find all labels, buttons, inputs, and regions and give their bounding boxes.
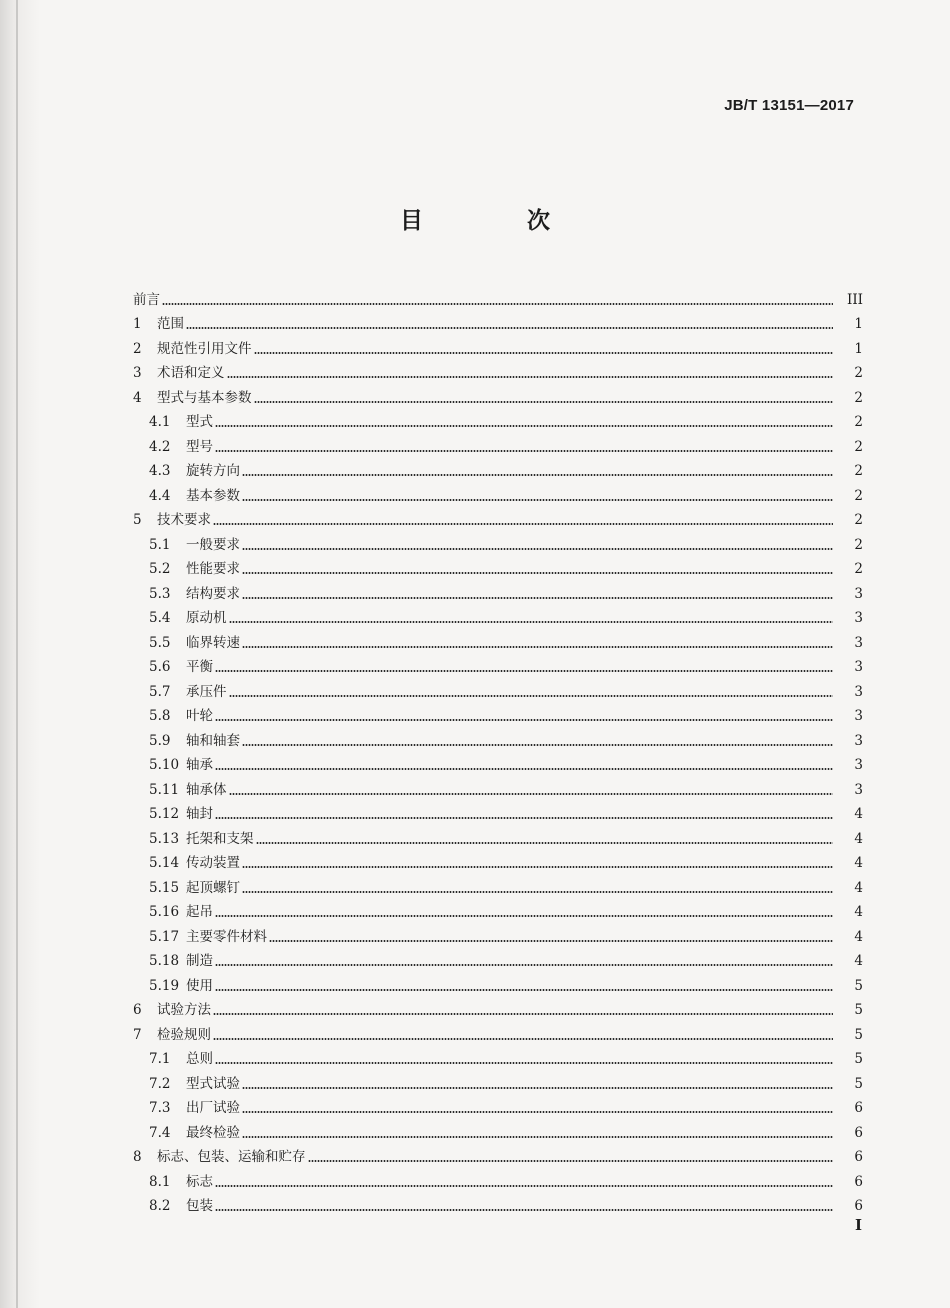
page-number: I: [854, 1216, 862, 1234]
toc-entry-title: 一般要求: [186, 536, 240, 553]
toc-entry-number: 5.12: [149, 806, 180, 822]
toc-entry-number: 1: [133, 316, 142, 332]
toc-entry-page: 5: [854, 1002, 863, 1018]
toc-entry-page: 4: [854, 830, 863, 847]
toc-entry-title: 起顶螺钉: [186, 879, 240, 896]
toc-dot-leader: [227, 376, 834, 378]
toc-entry-page: 1: [854, 316, 863, 332]
toc-entry[interactable]: [133, 332, 863, 357]
toc-entry-number: 4.3: [149, 463, 171, 479]
toc-entry-title: 试验方法: [157, 1002, 211, 1018]
toc-entry-number: 5.1: [149, 536, 171, 553]
toc-entry-number: 4.2: [149, 438, 171, 455]
toc-entry-number: 8.2: [149, 1198, 171, 1214]
toc-dot-leader: [242, 1136, 833, 1138]
toc-dot-leader: [269, 940, 833, 942]
toc-entry-title: 前言: [133, 291, 160, 308]
standard-code: JB/T 13151—2017: [724, 97, 854, 114]
toc-entry-number: 5.13: [149, 830, 180, 847]
toc-entry-page: 4: [854, 953, 863, 969]
toc-entry[interactable]: [133, 920, 863, 945]
toc-dot-leader: [242, 474, 833, 476]
toc-entry[interactable]: [133, 1190, 863, 1215]
toc-entry-page: 3: [854, 781, 863, 798]
toc-dot-leader: [215, 915, 833, 917]
toc-entry[interactable]: [133, 406, 863, 431]
toc-entry-number: 5.5: [149, 634, 171, 651]
toc-dot-leader: [215, 450, 833, 452]
toc-entry[interactable]: [133, 822, 863, 847]
toc-entry-page: III: [847, 291, 863, 308]
toc-entry-page: 4: [854, 855, 863, 871]
toc-entry-page: 3: [854, 659, 863, 675]
toc-entry[interactable]: [133, 945, 863, 970]
toc-entry[interactable]: [133, 675, 863, 700]
toc-entry-title: 使用: [186, 977, 213, 994]
toc-entry-number: 6: [133, 1002, 142, 1018]
toc-entry-title: 旋转方向: [186, 463, 240, 479]
toc-dot-leader: [215, 670, 833, 672]
toc-entry[interactable]: [133, 308, 863, 333]
toc-entry-number: 4: [133, 389, 142, 406]
toc-entry-page: 4: [854, 879, 863, 896]
toc-dot-leader: [242, 548, 833, 550]
toc-entry-page: 3: [854, 610, 863, 626]
toc-entry-title: 托架和支架: [186, 830, 254, 847]
toc-entry[interactable]: [133, 969, 863, 994]
page-title: 目 次: [399, 208, 598, 234]
toc-entry-number: 5.16: [149, 904, 180, 920]
toc-entry[interactable]: [133, 847, 863, 872]
toc-dot-leader: [162, 303, 833, 305]
toc-entry-title: 型式与基本参数: [157, 389, 252, 406]
toc-entry-number: 4.4: [149, 487, 171, 504]
toc-entry[interactable]: [133, 1018, 863, 1043]
toc-entry-title: 最终检验: [186, 1124, 240, 1141]
toc-entry-number: 5.14: [149, 855, 180, 871]
toc-entry[interactable]: [133, 1116, 863, 1141]
toc-entry-page: 3: [854, 732, 863, 749]
toc-entry-title: 传动装置: [186, 855, 240, 871]
toc-entry-title: 轴承体: [186, 781, 227, 798]
toc-entry-page: 2: [854, 389, 863, 406]
toc-entry-title: 总则: [186, 1051, 213, 1067]
toc-dot-leader: [215, 1062, 833, 1064]
toc-entry[interactable]: [133, 553, 863, 578]
toc-entry[interactable]: [133, 626, 863, 651]
toc-entry-number: 5.4: [149, 610, 171, 626]
toc-entry-number: 2: [133, 340, 142, 357]
table-of-contents: [133, 283, 863, 1214]
toc-entry-title: 检验规则: [157, 1026, 211, 1043]
toc-dot-leader: [215, 1209, 833, 1211]
toc-dot-leader: [242, 597, 833, 599]
toc-dot-leader: [215, 425, 833, 427]
toc-entry[interactable]: [133, 724, 863, 749]
toc-entry-number: 5.11: [149, 781, 180, 798]
toc-entry-page: 5: [854, 1075, 863, 1092]
toc-entry-title: 型式试验: [186, 1075, 240, 1092]
toc-dot-leader: [308, 1160, 834, 1162]
toc-entry-number: 5.17: [149, 928, 180, 945]
toc-entry-title: 性能要求: [186, 561, 240, 577]
toc-entry-title: 叶轮: [186, 708, 213, 724]
toc-entry[interactable]: [133, 700, 863, 725]
toc-entry-title: 标志、包装、运输和贮存: [157, 1149, 306, 1165]
toc-entry-number: 5: [133, 512, 142, 528]
toc-entry-title: 型式: [186, 414, 213, 430]
toc-entry-title: 平衡: [186, 659, 213, 675]
toc-entry-page: 3: [854, 634, 863, 651]
toc-entry-number: 5.10: [149, 757, 180, 773]
toc-entry-title: 型号: [186, 438, 213, 455]
toc-dot-leader: [242, 572, 833, 574]
toc-dot-leader: [229, 793, 834, 795]
toc-entry-title: 承压件: [186, 683, 227, 700]
toc-entry[interactable]: [133, 1141, 863, 1166]
toc-dot-leader: [242, 891, 833, 893]
toc-entry-title: 原动机: [186, 610, 227, 626]
toc-entry[interactable]: [133, 602, 863, 627]
toc-dot-leader: [213, 1038, 833, 1040]
toc-entry-page: 6: [854, 1100, 863, 1116]
toc-entry-title: 轴承: [186, 757, 213, 773]
toc-entry[interactable]: [133, 381, 863, 406]
toc-entry-title: 出厂试验: [186, 1100, 240, 1116]
toc-dot-leader: [254, 352, 834, 354]
toc-entry-page: 3: [854, 757, 863, 773]
toc-dot-leader: [215, 989, 833, 991]
toc-entry-page: 4: [854, 806, 863, 822]
toc-entry[interactable]: [133, 749, 863, 774]
toc-entry-number: 5.18: [149, 953, 180, 969]
toc-entry-number: 8: [133, 1149, 142, 1165]
toc-entry-number: 7.4: [149, 1124, 171, 1141]
toc-entry-number: 5.8: [149, 708, 171, 724]
toc-entry-number: 5.6: [149, 659, 171, 675]
toc-entry-page: 6: [854, 1173, 863, 1190]
toc-entry-title: 主要零件材料: [186, 928, 267, 945]
toc-entry-page: 2: [854, 414, 863, 430]
toc-entry-page: 5: [854, 1051, 863, 1067]
toc-dot-leader: [215, 1185, 833, 1187]
toc-entry-number: 7.1: [149, 1051, 171, 1067]
toc-entry-title: 制造: [186, 953, 213, 969]
toc-dot-leader: [242, 646, 833, 648]
toc-entry[interactable]: [133, 1092, 863, 1117]
toc-entry-page: 5: [854, 977, 863, 994]
toc-dot-leader: [254, 401, 834, 403]
toc-entry-page: 3: [854, 683, 863, 700]
toc-entry[interactable]: [133, 798, 863, 823]
toc-entry-number: 5.2: [149, 561, 171, 577]
toc-entry[interactable]: [133, 896, 863, 921]
toc-entry[interactable]: [133, 773, 863, 798]
toc-entry-title: 起吊: [186, 904, 213, 920]
toc-entry[interactable]: [133, 871, 863, 896]
toc-entry-page: 1: [854, 340, 863, 357]
toc-entry-page: 2: [854, 512, 863, 528]
toc-entry[interactable]: [133, 577, 863, 602]
toc-entry-number: 7.2: [149, 1075, 171, 1092]
toc-entry-number: 7: [133, 1026, 142, 1043]
toc-entry-number: 7.3: [149, 1100, 171, 1116]
toc-entry-title: 轴和轴套: [186, 732, 240, 749]
toc-entry-page: 4: [854, 904, 863, 920]
toc-entry-page: 6: [854, 1124, 863, 1141]
toc-entry-title: 轴封: [186, 806, 213, 822]
toc-entry[interactable]: [133, 504, 863, 529]
toc-dot-leader: [215, 817, 833, 819]
toc-dot-leader: [242, 1087, 833, 1089]
page-fold-shadow: [16, 0, 18, 1308]
toc-dot-leader: [242, 744, 833, 746]
toc-entry-page: 6: [854, 1149, 863, 1165]
toc-entry-number: 5.19: [149, 977, 180, 994]
toc-entry-number: 3: [133, 365, 142, 381]
toc-dot-leader: [242, 1111, 833, 1113]
toc-dot-leader: [256, 842, 834, 844]
toc-entry-page: 2: [854, 365, 863, 381]
toc-entry-page: 6: [854, 1198, 863, 1214]
toc-entry-title: 基本参数: [186, 487, 240, 504]
toc-dot-leader: [213, 1013, 833, 1015]
toc-entry-page: 2: [854, 487, 863, 504]
toc-entry-page: 2: [854, 536, 863, 553]
toc-entry[interactable]: [133, 1165, 863, 1190]
toc-entry-number: 8.1: [149, 1173, 171, 1190]
toc-entry-page: 5: [854, 1026, 863, 1043]
toc-entry-title: 标志: [186, 1173, 213, 1190]
toc-entry-title: 临界转速: [186, 634, 240, 651]
toc-entry-number: 4.1: [149, 414, 171, 430]
toc-entry-number: 5.9: [149, 732, 171, 749]
toc-entry-page: 2: [854, 438, 863, 455]
toc-entry[interactable]: [133, 994, 863, 1019]
toc-entry-page: 3: [854, 708, 863, 724]
toc-entry-number: 5.3: [149, 585, 171, 602]
toc-dot-leader: [186, 327, 833, 329]
toc-entry[interactable]: [133, 1067, 863, 1092]
toc-entry-title: 范围: [157, 316, 184, 332]
toc-dot-leader: [229, 695, 834, 697]
toc-dot-leader: [215, 768, 833, 770]
toc-entry-title: 包装: [186, 1198, 213, 1214]
toc-entry-page: 4: [854, 928, 863, 945]
toc-entry[interactable]: [133, 455, 863, 480]
toc-entry-page: 2: [854, 561, 863, 577]
toc-entry[interactable]: [133, 528, 863, 553]
toc-entry-page: 3: [854, 585, 863, 602]
toc-entry-number: 5.7: [149, 683, 171, 700]
toc-dot-leader: [213, 523, 833, 525]
toc-entry-number: 5.15: [149, 879, 180, 896]
toc-dot-leader: [215, 719, 833, 721]
toc-entry-title: 术语和定义: [157, 365, 225, 381]
toc-entry[interactable]: [133, 1043, 863, 1068]
toc-dot-leader: [242, 499, 833, 501]
toc-entry[interactable]: [133, 430, 863, 455]
toc-entry-title: 结构要求: [186, 585, 240, 602]
toc-dot-leader: [229, 621, 834, 623]
toc-dot-leader: [215, 964, 833, 966]
toc-entry-page: 2: [854, 463, 863, 479]
toc-entry-title: 技术要求: [157, 512, 211, 528]
toc-entry[interactable]: [133, 283, 863, 308]
toc-entry[interactable]: [133, 651, 863, 676]
toc-entry[interactable]: [133, 357, 863, 382]
toc-entry-title: 规范性引用文件: [157, 340, 252, 357]
toc-dot-leader: [242, 866, 833, 868]
toc-entry[interactable]: [133, 479, 863, 504]
